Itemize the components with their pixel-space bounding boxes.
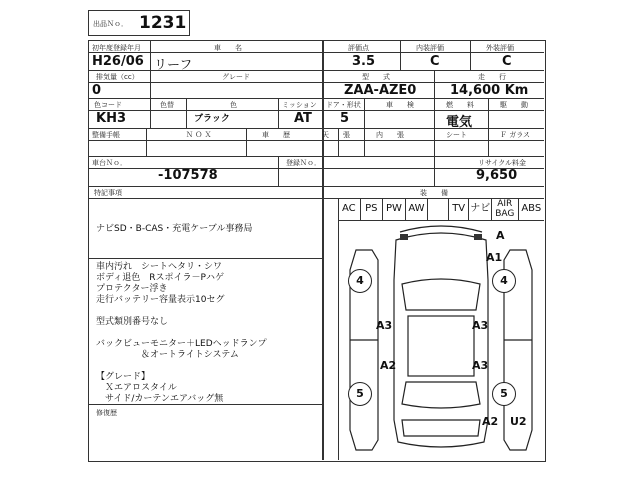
grid-line <box>434 98 435 128</box>
first-registration: H26/06 <box>92 54 144 69</box>
note-line <box>96 328 267 339</box>
interior-grade: C <box>430 54 440 69</box>
grid-line <box>88 140 544 141</box>
label-service-book: 整備手帳 <box>92 131 120 139</box>
chassis-number: -107578 <box>158 168 218 183</box>
label-doors: ドア・形状 <box>326 101 361 109</box>
lot-box <box>88 10 190 36</box>
grid-line <box>246 128 247 156</box>
equip-navi: ナビ <box>469 198 492 220</box>
grid-line <box>470 40 471 70</box>
note-line <box>96 361 267 372</box>
score: 3.5 <box>352 54 376 69</box>
grid-line <box>150 98 151 128</box>
label-fuel: 燃 料 <box>446 101 474 109</box>
model-code: ZAA-AZE0 <box>344 83 417 98</box>
note-line: プロテクター浮き <box>96 284 168 294</box>
equip-abs: ABS <box>521 203 542 214</box>
mark-rear-a2: A2 <box>482 415 499 428</box>
grid-line <box>278 98 279 128</box>
equip-ac: AC <box>338 198 361 220</box>
label-chassis: 車台Ｎｏ． <box>92 159 127 167</box>
label-drive: 駆 動 <box>500 101 528 109</box>
grid-line <box>186 98 187 128</box>
label-car-name: 車 名 <box>214 44 242 52</box>
mileage: 14,600 Km <box>450 83 529 98</box>
color-code: KH3 <box>96 111 126 126</box>
equip-empty <box>428 198 449 220</box>
label-score: 評価点 <box>348 44 369 52</box>
mark-front-right: A1 <box>486 251 503 264</box>
grid-line <box>434 70 435 98</box>
mission: AT <box>294 111 312 126</box>
car-name: リーフ <box>154 58 193 73</box>
mark-rear-u2: U2 <box>510 415 527 428</box>
label-history: 車 歴 <box>262 131 290 139</box>
label-displacement: 排気量（cc） <box>96 73 139 81</box>
note-line: バックビューモニター＋LEDヘッドランプ <box>96 339 267 349</box>
equipment-row <box>338 198 544 220</box>
recycle-fee: 9,650 <box>476 168 518 183</box>
grid-line <box>88 156 544 157</box>
color: ブラック <box>194 114 230 124</box>
mirror-right <box>474 234 482 240</box>
doors: 5 <box>340 111 350 126</box>
label-grade: グレード <box>222 73 250 81</box>
roof <box>408 316 474 376</box>
exterior-grade: C <box>502 54 512 69</box>
repair-history-label: 修復歴 <box>96 409 117 417</box>
lot-number: 1231 <box>139 13 187 33</box>
mark-right-rear: A3 <box>472 359 489 372</box>
note-line: 車内汚れ シートヘタリ・シワ <box>96 262 223 272</box>
grid-line <box>150 40 151 70</box>
label-color-code: 色コード <box>94 101 122 109</box>
equipment-title: 装 備 <box>420 189 448 197</box>
label-mission: ミッション <box>282 101 317 109</box>
note-line <box>96 306 267 317</box>
note-line: Ｘエアロスタイル <box>96 383 177 393</box>
label-first-registration: 初年度登録年月 <box>92 44 141 52</box>
grid-line <box>488 128 489 156</box>
grid-line <box>364 98 365 128</box>
mirror-left <box>400 234 408 240</box>
tire-front-right: 4 <box>492 269 516 293</box>
front-bumper <box>400 226 482 232</box>
note-line: サイド/カーテンエアバッグ無 <box>96 394 224 404</box>
note-line: ボディ退色 Rスポイラ－Pハゲ <box>96 273 224 283</box>
rear-window <box>402 382 480 408</box>
tire-rear-left: 5 <box>348 382 372 406</box>
label-inspection: 車 検 <box>386 101 414 109</box>
mark-front: A <box>496 229 505 242</box>
label-exterior-grade: 外装評価 <box>486 44 514 52</box>
label-registration: 登録Ｎｏ． <box>286 159 321 167</box>
label-color: 色 <box>230 101 237 109</box>
mark-left-middle: A3 <box>376 319 393 332</box>
grid-line <box>150 70 151 98</box>
fuel: 電気 <box>446 115 473 130</box>
rear-bumper <box>402 420 480 436</box>
mark-left-rear: A2 <box>380 359 397 372</box>
note-line: ＆オートライトシステム <box>96 350 239 360</box>
grid-line <box>364 128 365 156</box>
grid-line <box>278 156 279 186</box>
label-mileage: 走 行 <box>478 73 506 81</box>
grid-line <box>488 98 489 128</box>
equip-airbag: AIR BAG <box>492 198 518 220</box>
tire-front-left: 4 <box>348 269 372 293</box>
notes-block <box>96 262 267 405</box>
grid-line <box>146 128 147 156</box>
label-model: 型 式 <box>362 73 390 81</box>
grid-line <box>88 52 544 53</box>
grid-line <box>88 258 322 259</box>
equip-tv: TV <box>449 198 470 220</box>
note-line: 【グレード】 <box>96 372 151 382</box>
notes-line-1: ナビSD・B-CAS・充電ケーブル事務局 <box>96 224 253 234</box>
grid-line <box>88 186 544 187</box>
label-interior-grade: 内装評価 <box>416 44 444 52</box>
equip-aw: AW <box>406 198 429 220</box>
equip-pw: PW <box>383 198 406 220</box>
note-line: 走行バッテリー容量表示10セグ <box>96 295 225 305</box>
grid-line <box>400 40 401 70</box>
grid-line <box>434 128 435 156</box>
grid-line <box>88 110 544 111</box>
mark-right-middle: A3 <box>472 319 489 332</box>
label-sunroof: 天 張 <box>322 131 350 139</box>
note-line: 型式類別番号なし <box>96 317 169 327</box>
displacement: 0 <box>92 83 102 98</box>
label-seat: シート <box>446 131 467 139</box>
tire-rear-right: 5 <box>492 382 516 406</box>
label-recycle-fee: リサイクル料金 <box>478 159 527 167</box>
grid-line <box>88 128 544 129</box>
label-color-change: 色替 <box>160 101 174 109</box>
grid-line <box>88 98 544 99</box>
windshield <box>402 279 480 310</box>
grid-line <box>434 156 435 186</box>
grid-line <box>322 40 324 460</box>
notes-title: 特記事項 <box>94 189 122 197</box>
label-nox: Ｎ Ｏ Ｘ <box>186 131 212 139</box>
equip-ps: PS <box>361 198 384 220</box>
label-interior-trim: 内 張 <box>376 131 404 139</box>
label-glass: Ｆ ガラス <box>500 131 531 139</box>
lot-label: 出品Ｎｏ． <box>93 20 128 28</box>
